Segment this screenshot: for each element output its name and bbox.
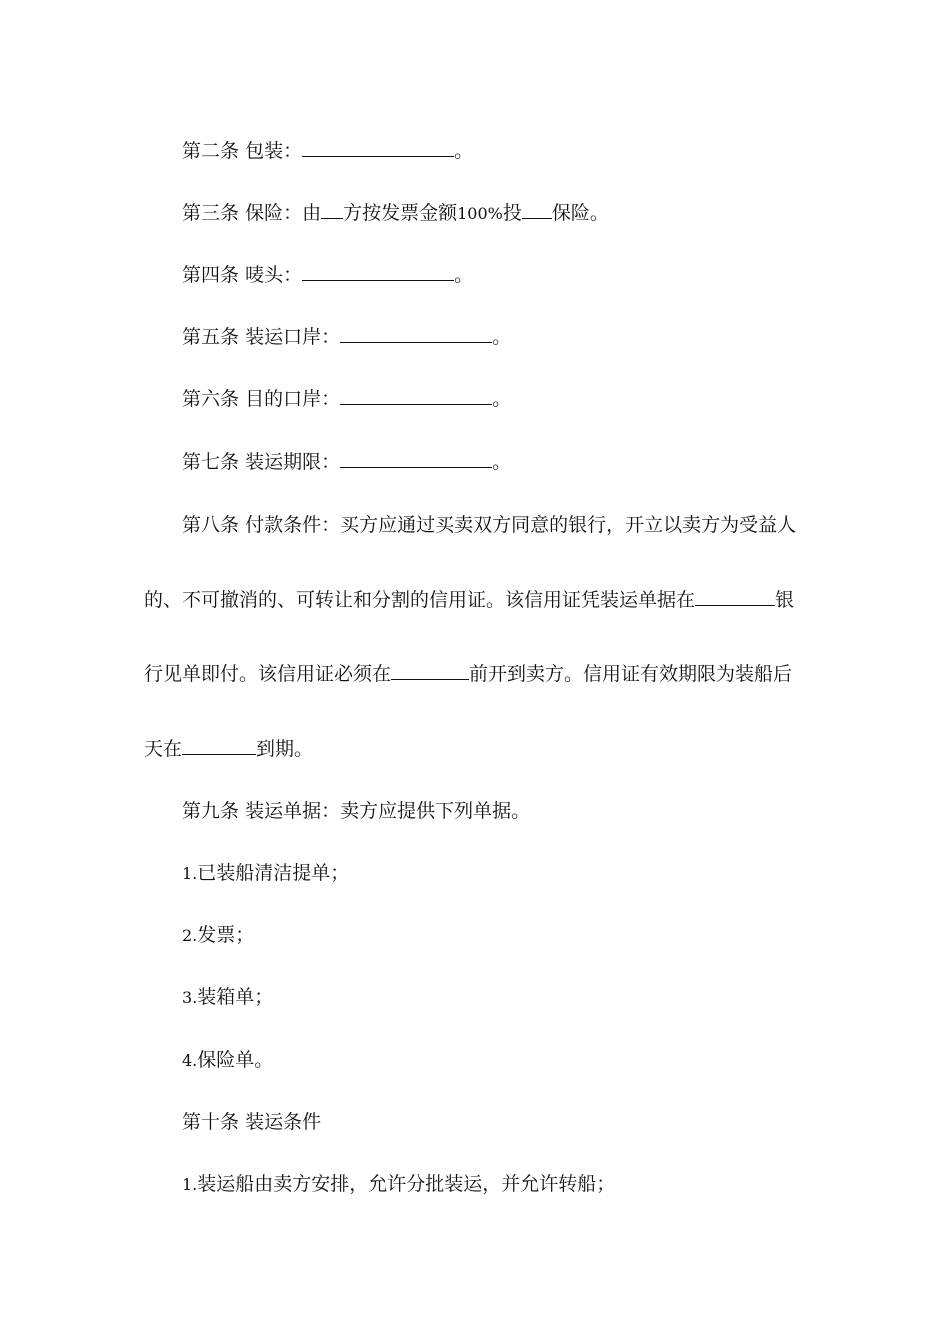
- article-6: [182, 386, 511, 412]
- article-8-line-2: [144, 587, 794, 613]
- article-8-text-4b: 到期。: [256, 738, 314, 760]
- list-item-text: 装箱单；: [197, 986, 274, 1008]
- article-8-place-blank[interactable]: [182, 736, 256, 755]
- article-4-title: 唛头：: [245, 264, 303, 286]
- article-9-heading: 第九条: [182, 800, 240, 822]
- article-5-heading: 第五条: [182, 326, 240, 348]
- article-8-text-2b: 银: [775, 589, 795, 611]
- article-4-heading: 第四条: [182, 264, 240, 286]
- list-item-number: 1.: [182, 1175, 198, 1194]
- list-item: [182, 1171, 615, 1198]
- article-10: [182, 1109, 321, 1135]
- article-3-percent: 100%: [457, 204, 503, 223]
- list-item: [182, 860, 349, 887]
- article-4-blank[interactable]: [302, 262, 454, 281]
- article-3-party-blank[interactable]: [321, 200, 343, 219]
- article-3: [182, 200, 609, 227]
- article-3-title: 保险：由: [245, 202, 322, 224]
- article-2-heading: 第二条: [182, 140, 240, 162]
- article-3-heading: 第三条: [182, 202, 240, 224]
- list-item: [182, 922, 254, 949]
- article-8-bank-blank[interactable]: [695, 587, 775, 606]
- article-6-heading: 第六条: [182, 388, 240, 410]
- list-item: [182, 984, 273, 1011]
- article-8-line-1: [182, 512, 796, 538]
- article-5: [182, 324, 511, 350]
- article-6-title: 目的口岸：: [245, 388, 341, 410]
- list-item-text: 已装船清洁提单；: [197, 862, 350, 884]
- article-2: [182, 138, 473, 164]
- article-5-blank[interactable]: [340, 324, 492, 343]
- article-9-title: 装运单据：卖方应提供下列单据。: [245, 800, 531, 822]
- article-3-mid1: 方按发票金额: [343, 202, 458, 224]
- article-8-text-3a: 行见单即付。该信用证必须在: [144, 663, 392, 685]
- article-8-line-3: [144, 661, 792, 687]
- article-2-end: 。: [454, 140, 474, 162]
- article-10-title: 装运条件: [245, 1111, 322, 1133]
- list-item: [182, 1047, 273, 1074]
- article-9: [182, 798, 530, 824]
- article-5-end: 。: [492, 326, 512, 348]
- article-8-text-2a: 的、不可撤消的、可转让和分割的信用证。该信用证凭装运单据在: [144, 589, 696, 611]
- article-2-title: 包装：: [245, 140, 303, 162]
- article-7-title: 装运期限：: [245, 451, 341, 473]
- list-item-number: 1.: [182, 864, 198, 883]
- article-7-end: 。: [492, 451, 512, 473]
- article-7-blank[interactable]: [340, 449, 492, 468]
- list-item-text: 保险单。: [197, 1049, 274, 1071]
- article-4-end: 。: [454, 264, 474, 286]
- article-10-heading: 第十条: [182, 1111, 240, 1133]
- list-item-number: 4.: [182, 1051, 198, 1070]
- article-8-text-4a: 天在: [144, 738, 183, 760]
- article-2-blank[interactable]: [302, 138, 454, 157]
- article-8-line-4: [144, 736, 313, 762]
- article-8-date-blank[interactable]: [391, 661, 469, 680]
- article-3-type-blank[interactable]: [522, 200, 552, 219]
- list-item-number: 3.: [182, 988, 198, 1007]
- list-item-number: 2.: [182, 926, 198, 945]
- article-8-heading: 第八条: [182, 514, 240, 536]
- list-item-text: 装运船由卖方安排，允许分批装运，并允许转船；: [197, 1173, 616, 1195]
- article-3-mid2: 投: [502, 202, 522, 224]
- article-5-title: 装运口岸：: [245, 326, 341, 348]
- article-7-heading: 第七条: [182, 451, 240, 473]
- article-8-text-1: 付款条件：买方应通过买卖双方同意的银行，开立以卖方为受益人: [245, 514, 797, 536]
- article-7: [182, 449, 511, 475]
- article-3-end: 保险。: [551, 202, 609, 224]
- article-4: [182, 262, 473, 288]
- article-6-blank[interactable]: [340, 386, 492, 405]
- article-8-text-3b: 前开到卖方。信用证有效期限为装船后: [469, 663, 793, 685]
- list-item-text: 发票；: [197, 924, 255, 946]
- article-6-end: 。: [492, 388, 512, 410]
